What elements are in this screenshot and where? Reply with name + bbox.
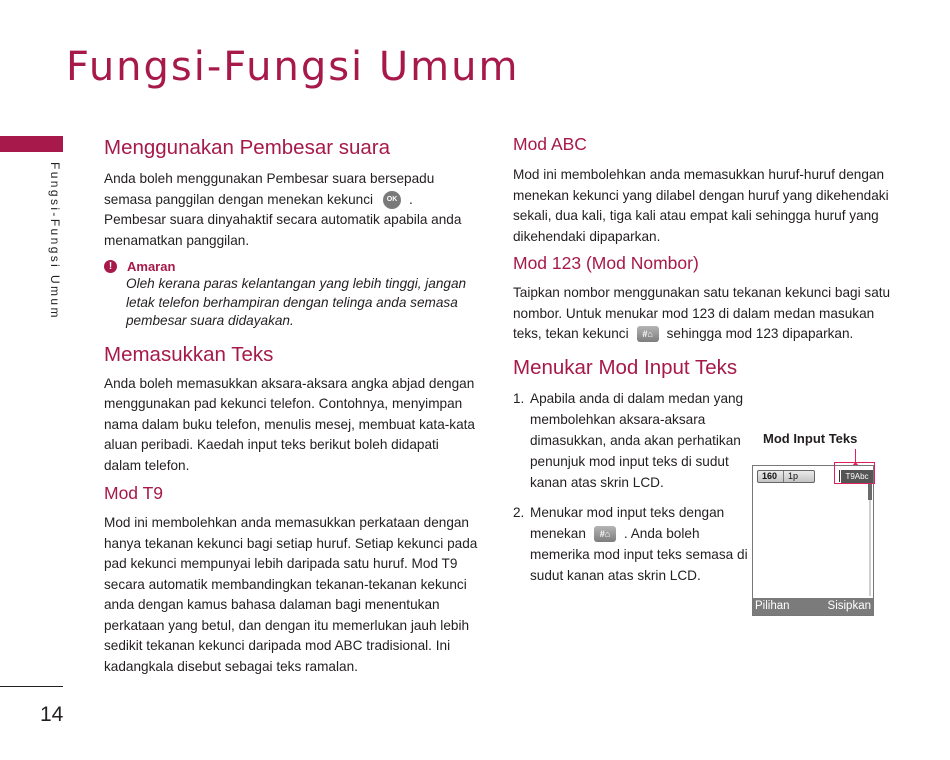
char-counter [757, 470, 815, 483]
step-text [530, 502, 753, 587]
left-column [104, 135, 478, 677]
page-count: 1p [788, 471, 799, 481]
scroll-track [869, 484, 871, 596]
hash-key-icon: #⌂ [637, 326, 659, 342]
warning-label: Amaran [127, 258, 176, 274]
heading-menukar-mod: Menukar Mod Input Teks [513, 355, 738, 379]
warning-header [104, 257, 478, 275]
ok-key-icon: OK [383, 191, 401, 209]
softkey-right: Sisipkan [827, 600, 871, 612]
step-number: 2. [513, 504, 525, 520]
warning-text: Oleh kerana paras kelantangan yang lebih tinggi, jangan letak telefon berhampiran dengan telinga anda semasa pembesar suara didayakan. [126, 276, 467, 328]
side-accent-bar [0, 136, 63, 152]
side-chapter-label: Fungsi-Fungsi Umum [48, 162, 62, 320]
abc-paragraph: Mod ini membolehkan anda memasukkan huruf-huruf dengan menekan kekunci yang dilabel dengan huruf yang dikehendaki sekali, dua kali, tiga kali atau empat kali sehingga huruf yang dikehendaki dipaparkan. [513, 167, 889, 244]
steps-list [513, 388, 753, 587]
mod123-text-2: sehingga mod 123 dipaparkan. [666, 326, 854, 341]
heading-pembesar-suara: Menggunakan Pembesar suara [104, 136, 391, 159]
phone-lcd-screen [752, 465, 874, 616]
page-title: Fungsi-Fungsi Umum [66, 44, 520, 90]
mod123-paragraph [513, 283, 893, 345]
hash-key-icon: #⌂ [594, 526, 616, 542]
heading-memasukkan-teks: Memasukkan Teks [104, 342, 274, 366]
counter-divider [783, 471, 784, 482]
scrollbar-thumb [868, 484, 872, 500]
step-item [513, 388, 753, 494]
mod123-text-1: Taipkan nombor menggunakan satu tekanan kekunci bagi satu nombor. Untuk menukar mod 123 di dalam medan masukan teks, tekan kekunci [513, 285, 891, 341]
step-item [513, 502, 753, 587]
softkey-bar [753, 598, 873, 615]
pembesar-paragraph [104, 169, 478, 251]
heading-mod-123: Mod 123 (Mod Nombor) [513, 253, 699, 273]
char-count: 160 [762, 471, 778, 481]
mode-highlight-box [834, 462, 875, 484]
step-number: 1. [513, 390, 525, 406]
warning-note [104, 257, 478, 331]
warning-icon: ! [104, 260, 117, 273]
softkey-left: Pilihan [755, 600, 790, 612]
page-number: 14 [40, 703, 64, 726]
phone-caption: Mod Input Teks [763, 431, 858, 446]
step-text-2: . Anda boleh memerika mod input teks semasa di sudut kanan atas skrin LCD. [530, 525, 748, 584]
input-mode-indicator: T9Abc [841, 470, 873, 483]
step-text: Apabila anda di dalam medan yang membolehkan aksara-aksara dimasukkan, anda akan perhatikan penunjuk mod input teks di sudut kanan atas skrin LCD. [530, 390, 744, 491]
footer-rule [0, 686, 63, 687]
t9-paragraph: Mod ini membolehkan anda memasukkan perkataan dengan hanya tekanan kekunci bagi setiap huruf. Setiap kekunci pada pad kekunci mempunyai lebih daripada satu huruf. Mod T9 secara automatik membandingkan tekanan-tekanan kekunci anda dengan kamus bahasa dalaman bagi menentukan perkataan yang betul, dan dengan itu memerlukan jauh lebih sedikit tekanan kekunci daripada mod ABC tradisional. Ini kadangkala disebut sebagai teks ramalan. [104, 515, 478, 674]
pembesar-text-2: . Pembesar suara dinyahaktif secara automatik apabila anda menamatkan panggilan. [104, 191, 462, 248]
pembesar-text-1: Anda boleh menggunakan Pembesar suara bersepadu semasa panggilan dengan menekan kekunci [104, 171, 435, 207]
heading-mod-abc: Mod ABC [513, 134, 587, 154]
step-text-1: Menukar mod input teks dengan menekan [530, 504, 725, 541]
heading-mod-t9: Mod T9 [104, 483, 164, 503]
memasukkan-paragraph: Anda boleh memasukkan aksara-aksara angka abjad dengan menggunakan pad kekunci telefon. Contohnya, menyimpan nama dalam buku telefon, menulis mesej, membuat kata-kata aluan peribadi. Kaedah input teks berikut boleh didapati dalam telefon. [104, 375, 475, 473]
